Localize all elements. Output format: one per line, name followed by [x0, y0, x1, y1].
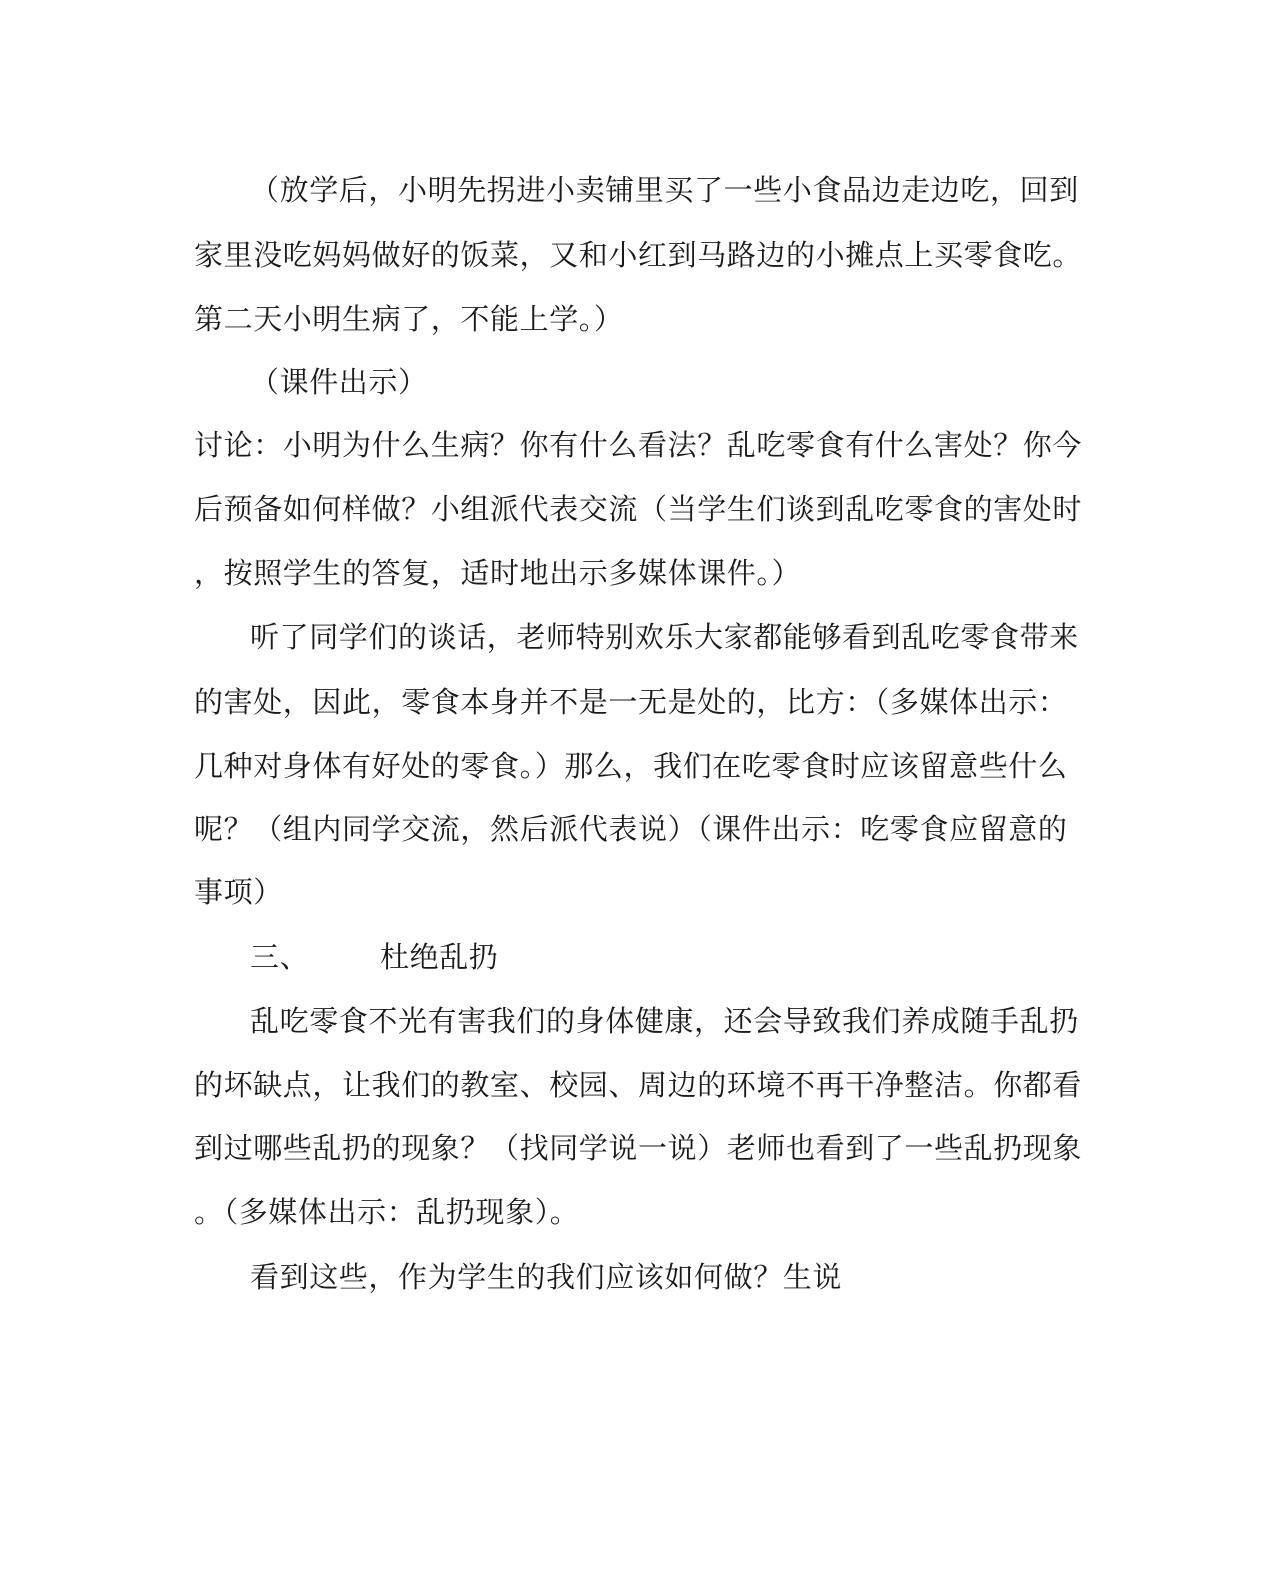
paragraph-line: 家里没吃妈妈做好的饭菜，又和小红到马路边的小摊点上买零食吃。 [194, 238, 1083, 272]
section-number: 三、 [250, 940, 310, 974]
paragraph-line: 几种对身体有好处的零食。）那么，我们在吃零食时应该留意些什么 [194, 749, 1068, 783]
paragraph-line: 讨论：小明为什么生病？你有什么看法？乱吃零食有什么害处？你今 [194, 428, 1083, 462]
paragraph-line: 第二天小明生病了，不能上学。） [194, 302, 624, 336]
paragraph-line: 的害处，因此，零食本身并不是一无是处的，比方：（多媒体出示： [194, 685, 1068, 719]
paragraph-line: 看到这些，作为学生的我们应该如何做？生说 [250, 1260, 843, 1294]
paragraph-line: 。（多媒体出示：乱扔现象）。 [194, 1195, 580, 1229]
paragraph-line: （课件出示） [250, 365, 428, 399]
paragraph-line: 听了同学们的谈话，老师特别欢乐大家都能够看到乱吃零食带来 [250, 620, 1079, 654]
paragraph-line: （放学后，小明先拐进小卖铺里买了一些小食品边走边吃，回到 [250, 173, 1079, 207]
paragraph-line: 乱吃零食不光有害我们的身体健康，还会导致我们养成随手乱扔 [250, 1004, 1079, 1038]
paragraph-line: 后预备如何样做？小组派代表交流（当学生们谈到乱吃零食的害处时 [194, 492, 1083, 526]
section-title: 杜绝乱扔 [380, 940, 499, 974]
paragraph-line: ，按照学生的答复，适时地出示多媒体课件。） [194, 556, 802, 590]
paragraph-line: 呢？（组内同学交流，然后派代表说）（课件出示：吃零食应留意的 [194, 812, 1068, 846]
paragraph-line: 的坏缺点，让我们的教室、校园、周边的环境不再干净整洁。你都看 [194, 1068, 1083, 1102]
paragraph-line: 事项） [194, 875, 283, 909]
paragraph-line: 到过哪些乱扔的现象？（找同学说一说）老师也看到了一些乱扔现象 [194, 1131, 1083, 1165]
